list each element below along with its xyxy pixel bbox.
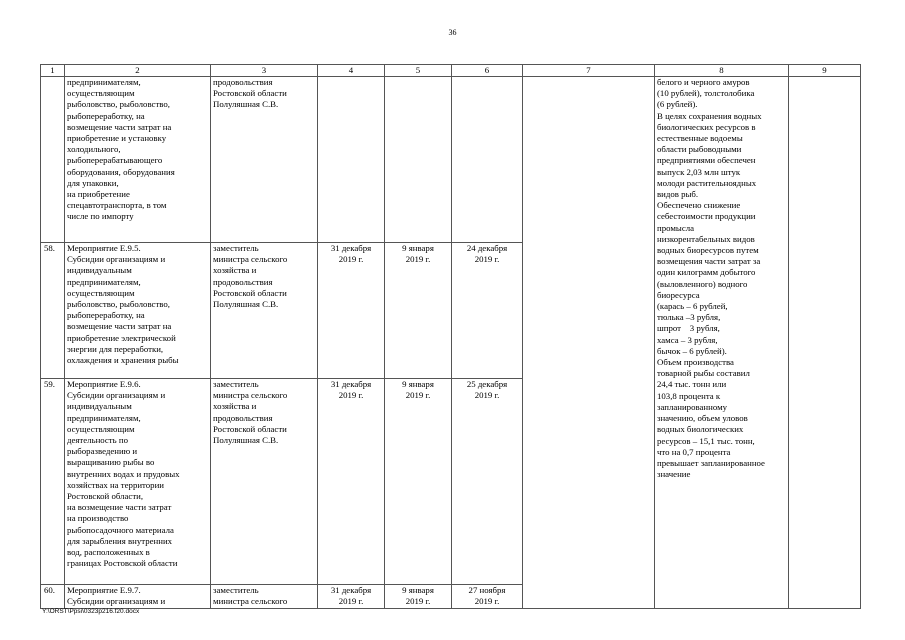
header-cell: 4 <box>318 65 385 77</box>
header-cell: 7 <box>523 65 655 77</box>
row-number <box>41 77 65 243</box>
date-fact: 24 декабря 2019 г. <box>452 243 523 379</box>
header-cell: 3 <box>211 65 318 77</box>
measure-name: Мероприятие Е.9.5. Субсидии организациям и индивидуальным предпринимателям, осуществляющим рыболовство, рыболовство, рыбопереработку, на возмещение части затрат на приобретение электрической энергии для переработки, охлаждения и хранения рыбы <box>65 243 211 379</box>
header-cell: 9 <box>789 65 861 77</box>
table-row <box>41 77 861 243</box>
measure-name: предпринимателям, осуществляющим рыболовство, рыболовство, рыбопереработку, на возмещение части затрат на приобретение и установку холодильного, рыбоперерабатывающего оборудования, оборудования для упаковки, на приобретение спецавтотранспорта, в том числе по импорту <box>65 77 211 243</box>
date-plan: 31 декабря 2019 г. <box>318 243 385 379</box>
date-start: 9 января 2019 г. <box>385 379 452 585</box>
responsible-person: продовольствия Ростовской области Полуляшная С.В. <box>211 77 318 243</box>
header-cell: 6 <box>452 65 523 77</box>
row-number: 58. <box>41 243 65 379</box>
report-table <box>40 64 861 609</box>
row-number: 60. <box>41 585 65 609</box>
measure-name: Мероприятие Е.9.6. Субсидии организациям и индивидуальным предпринимателям, осуществляющим деятельность по рыборазведению и выращиванию рыбы во внутренних водах и прудовых хозяйствах на территории Ростовской области, на возмещение части затрат на производство рыбопосадочного материала для зарыбления внутренних вод, расположенных в границах Ростовской области <box>65 379 211 585</box>
file-path-footer: Y:\ORST\Ppsi\0323p216.f20.docx <box>42 608 140 615</box>
date-plan: 31 декабря 2019 г. <box>318 379 385 585</box>
date-fact: 25 декабря 2019 г. <box>452 379 523 585</box>
date-start: 9 января 2019 г. <box>385 585 452 609</box>
date-start: 9 января 2019 г. <box>385 243 452 379</box>
header-cell: 2 <box>65 65 211 77</box>
responsible-person: заместитель министра сельского хозяйства и продовольствия Ростовской области Полуляшная С.В. <box>211 243 318 379</box>
header-cell: 1 <box>41 65 65 77</box>
header-cell: 5 <box>385 65 452 77</box>
date-plan: 31 декабря 2019 г. <box>318 585 385 609</box>
row-number: 59. <box>41 379 65 585</box>
results-text: белого и черного амуров (10 рублей), толстолобика (6 рублей). В целях сохранения водных биологических ресурсов в естественные водоемы области рыбоводными предприятиями обеспечен выпуск 2,03 млн штук молоди растительноядных видов рыб. Обеспечено снижение себестоимости продукции промысла низкорентабельных видов водных биоресурсов путем возмещения части затрат за один килограмм добытого (выловленного) водного биоресурса (карась – 6 рублей, тюлька –3 рубля, шпрот 3 рубля, хамса – 3 рубля, бычок – 6 рублей). Объем производства товарной рыбы составил 24,4 тыс. тонн или 103,8 процента к запланированному значению, объем уловов водных биологических ресурсов – 15,1 тыс. тонн, что на 0,7 процента превышает запланированное значение <box>655 77 789 609</box>
date-fact: 27 ноября 2019 г. <box>452 585 523 609</box>
page-number: 36 <box>448 28 457 37</box>
responsible-person: заместитель министра сельского <box>211 585 318 609</box>
header-row <box>41 65 861 77</box>
header-cell: 8 <box>655 65 789 77</box>
measure-name: Мероприятие Е.9.7. Субсидии организациям и <box>65 585 211 609</box>
responsible-person: заместитель министра сельского хозяйства и продовольствия Ростовской области Полуляшная С.В. <box>211 379 318 585</box>
